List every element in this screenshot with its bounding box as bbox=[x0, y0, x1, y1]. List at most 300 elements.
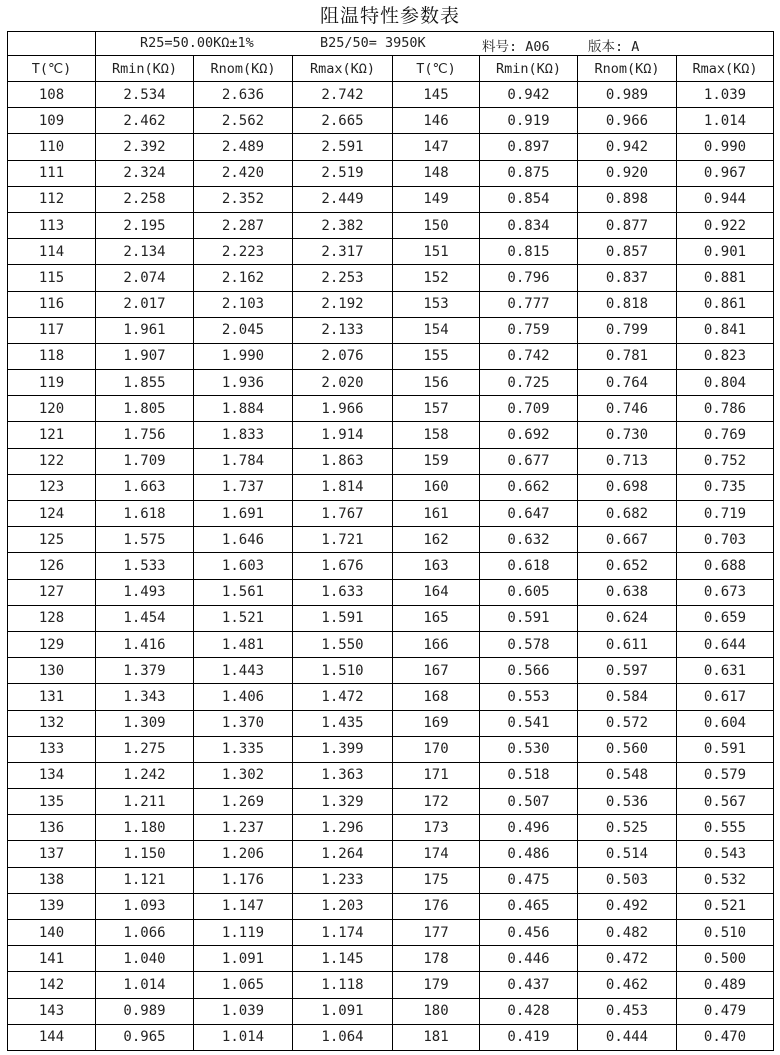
temp-cell: 181 bbox=[393, 1024, 480, 1050]
rmax-cell: 0.543 bbox=[677, 841, 774, 867]
temp-cell: 171 bbox=[393, 762, 480, 788]
table-row bbox=[8, 815, 774, 841]
header-rnom-left: Rnom(KΩ) bbox=[194, 56, 293, 82]
rmin-cell: 1.416 bbox=[96, 631, 194, 657]
rmin-cell: 2.017 bbox=[96, 291, 194, 317]
rmax-cell: 0.769 bbox=[677, 422, 774, 448]
rnom-cell: 0.713 bbox=[578, 448, 677, 474]
rnom-cell: 2.489 bbox=[194, 134, 293, 160]
rnom-cell: 1.370 bbox=[194, 710, 293, 736]
rmax-cell: 2.382 bbox=[293, 212, 393, 238]
header-rmin-right: Rmin(KΩ) bbox=[480, 56, 578, 82]
temp-cell: 131 bbox=[8, 684, 96, 710]
rmax-cell: 1.966 bbox=[293, 396, 393, 422]
temp-cell: 144 bbox=[8, 1024, 96, 1050]
temp-cell: 115 bbox=[8, 265, 96, 291]
table-row bbox=[8, 108, 774, 134]
rmax-cell: 0.591 bbox=[677, 736, 774, 762]
temp-cell: 180 bbox=[393, 998, 480, 1024]
temp-cell: 146 bbox=[393, 108, 480, 134]
rmin-cell: 1.379 bbox=[96, 658, 194, 684]
header-rnom-right: Rnom(KΩ) bbox=[578, 56, 677, 82]
rnom-cell: 0.536 bbox=[578, 789, 677, 815]
rmax-cell: 2.076 bbox=[293, 343, 393, 369]
temp-cell: 112 bbox=[8, 186, 96, 212]
rmax-cell: 0.567 bbox=[677, 789, 774, 815]
rmin-cell: 1.663 bbox=[96, 474, 194, 500]
rmin-cell: 0.942 bbox=[480, 82, 578, 108]
header-temp-right: T(℃) bbox=[393, 56, 480, 82]
rnom-cell: 0.462 bbox=[578, 972, 677, 998]
rmax-cell: 0.521 bbox=[677, 893, 774, 919]
temp-cell: 158 bbox=[393, 422, 480, 448]
rmax-cell: 2.133 bbox=[293, 317, 393, 343]
b-value-spec: B25/50= 3950K bbox=[320, 35, 426, 51]
rmax-cell: 0.688 bbox=[677, 553, 774, 579]
table-row bbox=[8, 448, 774, 474]
rmin-cell: 1.575 bbox=[96, 527, 194, 553]
rmax-cell: 0.841 bbox=[677, 317, 774, 343]
rmax-cell: 1.296 bbox=[293, 815, 393, 841]
rmax-cell: 0.990 bbox=[677, 134, 774, 160]
rmin-cell: 0.456 bbox=[480, 920, 578, 946]
rmin-cell: 0.834 bbox=[480, 212, 578, 238]
rmin-cell: 0.725 bbox=[480, 370, 578, 396]
rmax-cell: 0.786 bbox=[677, 396, 774, 422]
rnom-cell: 1.833 bbox=[194, 422, 293, 448]
rnom-cell: 0.781 bbox=[578, 343, 677, 369]
table-row bbox=[8, 1024, 774, 1050]
rmin-cell: 0.419 bbox=[480, 1024, 578, 1050]
rmax-cell: 1.435 bbox=[293, 710, 393, 736]
rmax-cell: 1.233 bbox=[293, 867, 393, 893]
rmin-cell: 0.742 bbox=[480, 343, 578, 369]
rmax-cell: 1.064 bbox=[293, 1024, 393, 1050]
rmax-cell: 0.631 bbox=[677, 658, 774, 684]
rnom-cell: 1.302 bbox=[194, 762, 293, 788]
rnom-cell: 1.176 bbox=[194, 867, 293, 893]
table-row bbox=[8, 579, 774, 605]
rnom-cell: 1.691 bbox=[194, 501, 293, 527]
table-row bbox=[8, 946, 774, 972]
rmin-cell: 0.692 bbox=[480, 422, 578, 448]
rnom-cell: 1.784 bbox=[194, 448, 293, 474]
rmax-cell: 0.752 bbox=[677, 448, 774, 474]
temp-cell: 151 bbox=[393, 239, 480, 265]
temp-cell: 159 bbox=[393, 448, 480, 474]
table-row bbox=[8, 527, 774, 553]
temp-cell: 143 bbox=[8, 998, 96, 1024]
rnom-cell: 0.572 bbox=[578, 710, 677, 736]
rmin-cell: 1.961 bbox=[96, 317, 194, 343]
temp-cell: 148 bbox=[393, 160, 480, 186]
rnom-cell: 0.698 bbox=[578, 474, 677, 500]
resistance-temperature-table bbox=[7, 31, 774, 1051]
header-rmax-left: Rmax(KΩ) bbox=[293, 56, 393, 82]
rmin-cell: 0.677 bbox=[480, 448, 578, 474]
rmax-cell: 2.253 bbox=[293, 265, 393, 291]
rmax-cell: 0.510 bbox=[677, 920, 774, 946]
rmax-cell: 1.550 bbox=[293, 631, 393, 657]
rnom-cell: 1.936 bbox=[194, 370, 293, 396]
table-row bbox=[8, 789, 774, 815]
temp-cell: 170 bbox=[393, 736, 480, 762]
temp-cell: 165 bbox=[393, 605, 480, 631]
rmax-cell: 1.174 bbox=[293, 920, 393, 946]
temp-cell: 174 bbox=[393, 841, 480, 867]
temp-cell: 176 bbox=[393, 893, 480, 919]
rmin-cell: 1.242 bbox=[96, 762, 194, 788]
temp-cell: 113 bbox=[8, 212, 96, 238]
rnom-cell: 0.920 bbox=[578, 160, 677, 186]
temp-cell: 120 bbox=[8, 396, 96, 422]
temp-cell: 126 bbox=[8, 553, 96, 579]
temp-cell: 129 bbox=[8, 631, 96, 657]
temp-cell: 160 bbox=[393, 474, 480, 500]
table-row bbox=[8, 82, 774, 108]
table-row bbox=[8, 239, 774, 265]
rmax-cell: 1.914 bbox=[293, 422, 393, 448]
rmax-cell: 0.500 bbox=[677, 946, 774, 972]
rmax-cell: 0.555 bbox=[677, 815, 774, 841]
table-row bbox=[8, 710, 774, 736]
temp-cell: 123 bbox=[8, 474, 96, 500]
rmax-cell: 2.742 bbox=[293, 82, 393, 108]
temp-cell: 116 bbox=[8, 291, 96, 317]
rnom-cell: 1.737 bbox=[194, 474, 293, 500]
table-row bbox=[8, 370, 774, 396]
table-row bbox=[8, 317, 774, 343]
table-row bbox=[8, 658, 774, 684]
rmax-cell: 1.863 bbox=[293, 448, 393, 474]
rmax-cell: 1.329 bbox=[293, 789, 393, 815]
rmin-cell: 0.553 bbox=[480, 684, 578, 710]
rnom-cell: 1.335 bbox=[194, 736, 293, 762]
rmin-cell: 2.534 bbox=[96, 82, 194, 108]
rnom-cell: 0.682 bbox=[578, 501, 677, 527]
rnom-cell: 1.884 bbox=[194, 396, 293, 422]
rmax-cell: 0.532 bbox=[677, 867, 774, 893]
table-row bbox=[8, 186, 774, 212]
rmin-cell: 1.150 bbox=[96, 841, 194, 867]
table-row bbox=[8, 998, 774, 1024]
temp-cell: 118 bbox=[8, 343, 96, 369]
temp-cell: 130 bbox=[8, 658, 96, 684]
rnom-cell: 0.584 bbox=[578, 684, 677, 710]
rmax-cell: 1.039 bbox=[677, 82, 774, 108]
rmax-cell: 1.676 bbox=[293, 553, 393, 579]
temp-cell: 173 bbox=[393, 815, 480, 841]
spec-info-row bbox=[8, 32, 774, 56]
table-row bbox=[8, 972, 774, 998]
rnom-cell: 0.746 bbox=[578, 396, 677, 422]
table-row bbox=[8, 684, 774, 710]
rnom-cell: 1.406 bbox=[194, 684, 293, 710]
temp-cell: 114 bbox=[8, 239, 96, 265]
header-rmin-left: Rmin(KΩ) bbox=[96, 56, 194, 82]
temp-cell: 163 bbox=[393, 553, 480, 579]
rnom-cell: 1.147 bbox=[194, 893, 293, 919]
rmin-cell: 0.965 bbox=[96, 1024, 194, 1050]
rnom-cell: 0.989 bbox=[578, 82, 677, 108]
header-row bbox=[8, 56, 774, 82]
rmax-cell: 1.118 bbox=[293, 972, 393, 998]
temp-cell: 155 bbox=[393, 343, 480, 369]
rmin-cell: 2.258 bbox=[96, 186, 194, 212]
rmax-cell: 1.721 bbox=[293, 527, 393, 553]
temp-cell: 157 bbox=[393, 396, 480, 422]
temp-cell: 166 bbox=[393, 631, 480, 657]
temp-cell: 169 bbox=[393, 710, 480, 736]
temp-cell: 121 bbox=[8, 422, 96, 448]
temp-cell: 135 bbox=[8, 789, 96, 815]
temp-cell: 150 bbox=[393, 212, 480, 238]
temp-cell: 122 bbox=[8, 448, 96, 474]
table-row bbox=[8, 343, 774, 369]
rnom-cell: 1.521 bbox=[194, 605, 293, 631]
rmin-cell: 0.437 bbox=[480, 972, 578, 998]
table-row bbox=[8, 474, 774, 500]
rmin-cell: 2.195 bbox=[96, 212, 194, 238]
temp-cell: 141 bbox=[8, 946, 96, 972]
rnom-cell: 2.223 bbox=[194, 239, 293, 265]
table-row bbox=[8, 867, 774, 893]
rmin-cell: 0.518 bbox=[480, 762, 578, 788]
rnom-cell: 1.990 bbox=[194, 343, 293, 369]
rmax-cell: 2.192 bbox=[293, 291, 393, 317]
temp-cell: 110 bbox=[8, 134, 96, 160]
temp-cell: 175 bbox=[393, 867, 480, 893]
rmax-cell: 1.399 bbox=[293, 736, 393, 762]
temp-cell: 108 bbox=[8, 82, 96, 108]
table-row bbox=[8, 893, 774, 919]
rmax-cell: 0.470 bbox=[677, 1024, 774, 1050]
r25-spec: R25=50.00KΩ±1% bbox=[140, 35, 254, 51]
table-row bbox=[8, 212, 774, 238]
rmin-cell: 0.605 bbox=[480, 579, 578, 605]
rmin-cell: 0.618 bbox=[480, 553, 578, 579]
temp-cell: 124 bbox=[8, 501, 96, 527]
rnom-cell: 1.091 bbox=[194, 946, 293, 972]
table-row bbox=[8, 134, 774, 160]
table-row bbox=[8, 291, 774, 317]
table-row bbox=[8, 160, 774, 186]
rmin-cell: 1.180 bbox=[96, 815, 194, 841]
rnom-cell: 0.877 bbox=[578, 212, 677, 238]
rnom-cell: 0.652 bbox=[578, 553, 677, 579]
table-row bbox=[8, 422, 774, 448]
rnom-cell: 1.561 bbox=[194, 579, 293, 605]
rmax-cell: 2.020 bbox=[293, 370, 393, 396]
rnom-cell: 1.039 bbox=[194, 998, 293, 1024]
rmax-cell: 2.449 bbox=[293, 186, 393, 212]
table-title: 阻温特性参数表 bbox=[319, 5, 460, 27]
table-row bbox=[8, 841, 774, 867]
rmax-cell: 0.479 bbox=[677, 998, 774, 1024]
rmax-cell: 0.644 bbox=[677, 631, 774, 657]
rnom-cell: 0.444 bbox=[578, 1024, 677, 1050]
rmin-cell: 0.632 bbox=[480, 527, 578, 553]
rmin-cell: 1.211 bbox=[96, 789, 194, 815]
temp-cell: 132 bbox=[8, 710, 96, 736]
rmin-cell: 0.591 bbox=[480, 605, 578, 631]
rmin-cell: 1.121 bbox=[96, 867, 194, 893]
table-row bbox=[8, 736, 774, 762]
rmin-cell: 1.343 bbox=[96, 684, 194, 710]
rmin-cell: 0.541 bbox=[480, 710, 578, 736]
rmin-cell: 0.897 bbox=[480, 134, 578, 160]
temp-cell: 164 bbox=[393, 579, 480, 605]
temp-cell: 178 bbox=[393, 946, 480, 972]
rmax-cell: 0.804 bbox=[677, 370, 774, 396]
temp-cell: 136 bbox=[8, 815, 96, 841]
rnom-cell: 1.481 bbox=[194, 631, 293, 657]
rmin-cell: 1.855 bbox=[96, 370, 194, 396]
rmin-cell: 0.796 bbox=[480, 265, 578, 291]
rnom-cell: 1.646 bbox=[194, 527, 293, 553]
table-row bbox=[8, 265, 774, 291]
rmin-cell: 2.324 bbox=[96, 160, 194, 186]
temp-cell: 179 bbox=[393, 972, 480, 998]
rnom-cell: 1.065 bbox=[194, 972, 293, 998]
temp-cell: 119 bbox=[8, 370, 96, 396]
rnom-cell: 0.472 bbox=[578, 946, 677, 972]
rnom-cell: 1.014 bbox=[194, 1024, 293, 1050]
rmin-cell: 1.014 bbox=[96, 972, 194, 998]
spec-info-spacer bbox=[8, 32, 96, 56]
rmin-cell: 2.392 bbox=[96, 134, 194, 160]
rmax-cell: 2.519 bbox=[293, 160, 393, 186]
rmax-cell: 1.014 bbox=[677, 108, 774, 134]
rmin-cell: 1.093 bbox=[96, 893, 194, 919]
temp-cell: 167 bbox=[393, 658, 480, 684]
rnom-cell: 0.966 bbox=[578, 108, 677, 134]
rmax-cell: 0.901 bbox=[677, 239, 774, 265]
rmax-cell: 0.659 bbox=[677, 605, 774, 631]
version-label: 版本: A bbox=[588, 39, 640, 55]
rnom-cell: 0.799 bbox=[578, 317, 677, 343]
rnom-cell: 0.525 bbox=[578, 815, 677, 841]
rmax-cell: 0.579 bbox=[677, 762, 774, 788]
rmin-cell: 0.759 bbox=[480, 317, 578, 343]
rmax-cell: 0.823 bbox=[677, 343, 774, 369]
rmax-cell: 1.591 bbox=[293, 605, 393, 631]
rmin-cell: 0.989 bbox=[96, 998, 194, 1024]
temp-cell: 177 bbox=[393, 920, 480, 946]
rmax-cell: 1.633 bbox=[293, 579, 393, 605]
temp-cell: 147 bbox=[393, 134, 480, 160]
rnom-cell: 2.045 bbox=[194, 317, 293, 343]
spec-info-cell bbox=[96, 32, 774, 56]
temp-cell: 139 bbox=[8, 893, 96, 919]
rmin-cell: 2.074 bbox=[96, 265, 194, 291]
rmin-cell: 1.493 bbox=[96, 579, 194, 605]
rmin-cell: 2.134 bbox=[96, 239, 194, 265]
rmin-cell: 1.066 bbox=[96, 920, 194, 946]
rmin-cell: 2.462 bbox=[96, 108, 194, 134]
rnom-cell: 0.624 bbox=[578, 605, 677, 631]
temp-cell: 117 bbox=[8, 317, 96, 343]
temp-cell: 145 bbox=[393, 82, 480, 108]
rmax-cell: 0.617 bbox=[677, 684, 774, 710]
temp-cell: 127 bbox=[8, 579, 96, 605]
rnom-cell: 0.730 bbox=[578, 422, 677, 448]
rmax-cell: 0.673 bbox=[677, 579, 774, 605]
rnom-cell: 2.287 bbox=[194, 212, 293, 238]
header-rmax-right: Rmax(KΩ) bbox=[677, 56, 774, 82]
temp-cell: 162 bbox=[393, 527, 480, 553]
table-row bbox=[8, 605, 774, 631]
rmax-cell: 0.489 bbox=[677, 972, 774, 998]
rnom-cell: 1.119 bbox=[194, 920, 293, 946]
rnom-cell: 1.269 bbox=[194, 789, 293, 815]
rmax-cell: 1.767 bbox=[293, 501, 393, 527]
rnom-cell: 0.857 bbox=[578, 239, 677, 265]
rmin-cell: 0.777 bbox=[480, 291, 578, 317]
rmax-cell: 1.091 bbox=[293, 998, 393, 1024]
table-row bbox=[8, 920, 774, 946]
rmin-cell: 0.578 bbox=[480, 631, 578, 657]
table-row bbox=[8, 501, 774, 527]
rmin-cell: 0.428 bbox=[480, 998, 578, 1024]
rmin-cell: 1.709 bbox=[96, 448, 194, 474]
rnom-cell: 0.514 bbox=[578, 841, 677, 867]
rnom-cell: 0.818 bbox=[578, 291, 677, 317]
rmin-cell: 0.875 bbox=[480, 160, 578, 186]
rmax-cell: 1.145 bbox=[293, 946, 393, 972]
rmin-cell: 0.446 bbox=[480, 946, 578, 972]
rmin-cell: 1.618 bbox=[96, 501, 194, 527]
rmin-cell: 0.815 bbox=[480, 239, 578, 265]
rnom-cell: 0.667 bbox=[578, 527, 677, 553]
rnom-cell: 2.420 bbox=[194, 160, 293, 186]
rmin-cell: 0.465 bbox=[480, 893, 578, 919]
temp-cell: 109 bbox=[8, 108, 96, 134]
rnom-cell: 0.453 bbox=[578, 998, 677, 1024]
header-temp-left: T(℃) bbox=[8, 56, 96, 82]
rnom-cell: 2.103 bbox=[194, 291, 293, 317]
rmin-cell: 0.507 bbox=[480, 789, 578, 815]
rmax-cell: 1.363 bbox=[293, 762, 393, 788]
rnom-cell: 1.603 bbox=[194, 553, 293, 579]
rnom-cell: 1.443 bbox=[194, 658, 293, 684]
rnom-cell: 0.560 bbox=[578, 736, 677, 762]
rmax-cell: 1.510 bbox=[293, 658, 393, 684]
rmin-cell: 0.647 bbox=[480, 501, 578, 527]
temp-cell: 153 bbox=[393, 291, 480, 317]
rmax-cell: 1.472 bbox=[293, 684, 393, 710]
rmin-cell: 1.533 bbox=[96, 553, 194, 579]
rmax-cell: 1.264 bbox=[293, 841, 393, 867]
rmax-cell: 0.881 bbox=[677, 265, 774, 291]
rmin-cell: 0.919 bbox=[480, 108, 578, 134]
rmin-cell: 0.662 bbox=[480, 474, 578, 500]
rnom-cell: 1.237 bbox=[194, 815, 293, 841]
rmax-cell: 1.814 bbox=[293, 474, 393, 500]
rmax-cell: 2.665 bbox=[293, 108, 393, 134]
temp-cell: 140 bbox=[8, 920, 96, 946]
temp-cell: 161 bbox=[393, 501, 480, 527]
rmin-cell: 1.907 bbox=[96, 343, 194, 369]
rnom-cell: 0.482 bbox=[578, 920, 677, 946]
rmin-cell: 0.566 bbox=[480, 658, 578, 684]
rmin-cell: 1.309 bbox=[96, 710, 194, 736]
rmax-cell: 0.604 bbox=[677, 710, 774, 736]
rmin-cell: 0.486 bbox=[480, 841, 578, 867]
rnom-cell: 0.597 bbox=[578, 658, 677, 684]
temp-cell: 134 bbox=[8, 762, 96, 788]
rnom-cell: 0.503 bbox=[578, 867, 677, 893]
